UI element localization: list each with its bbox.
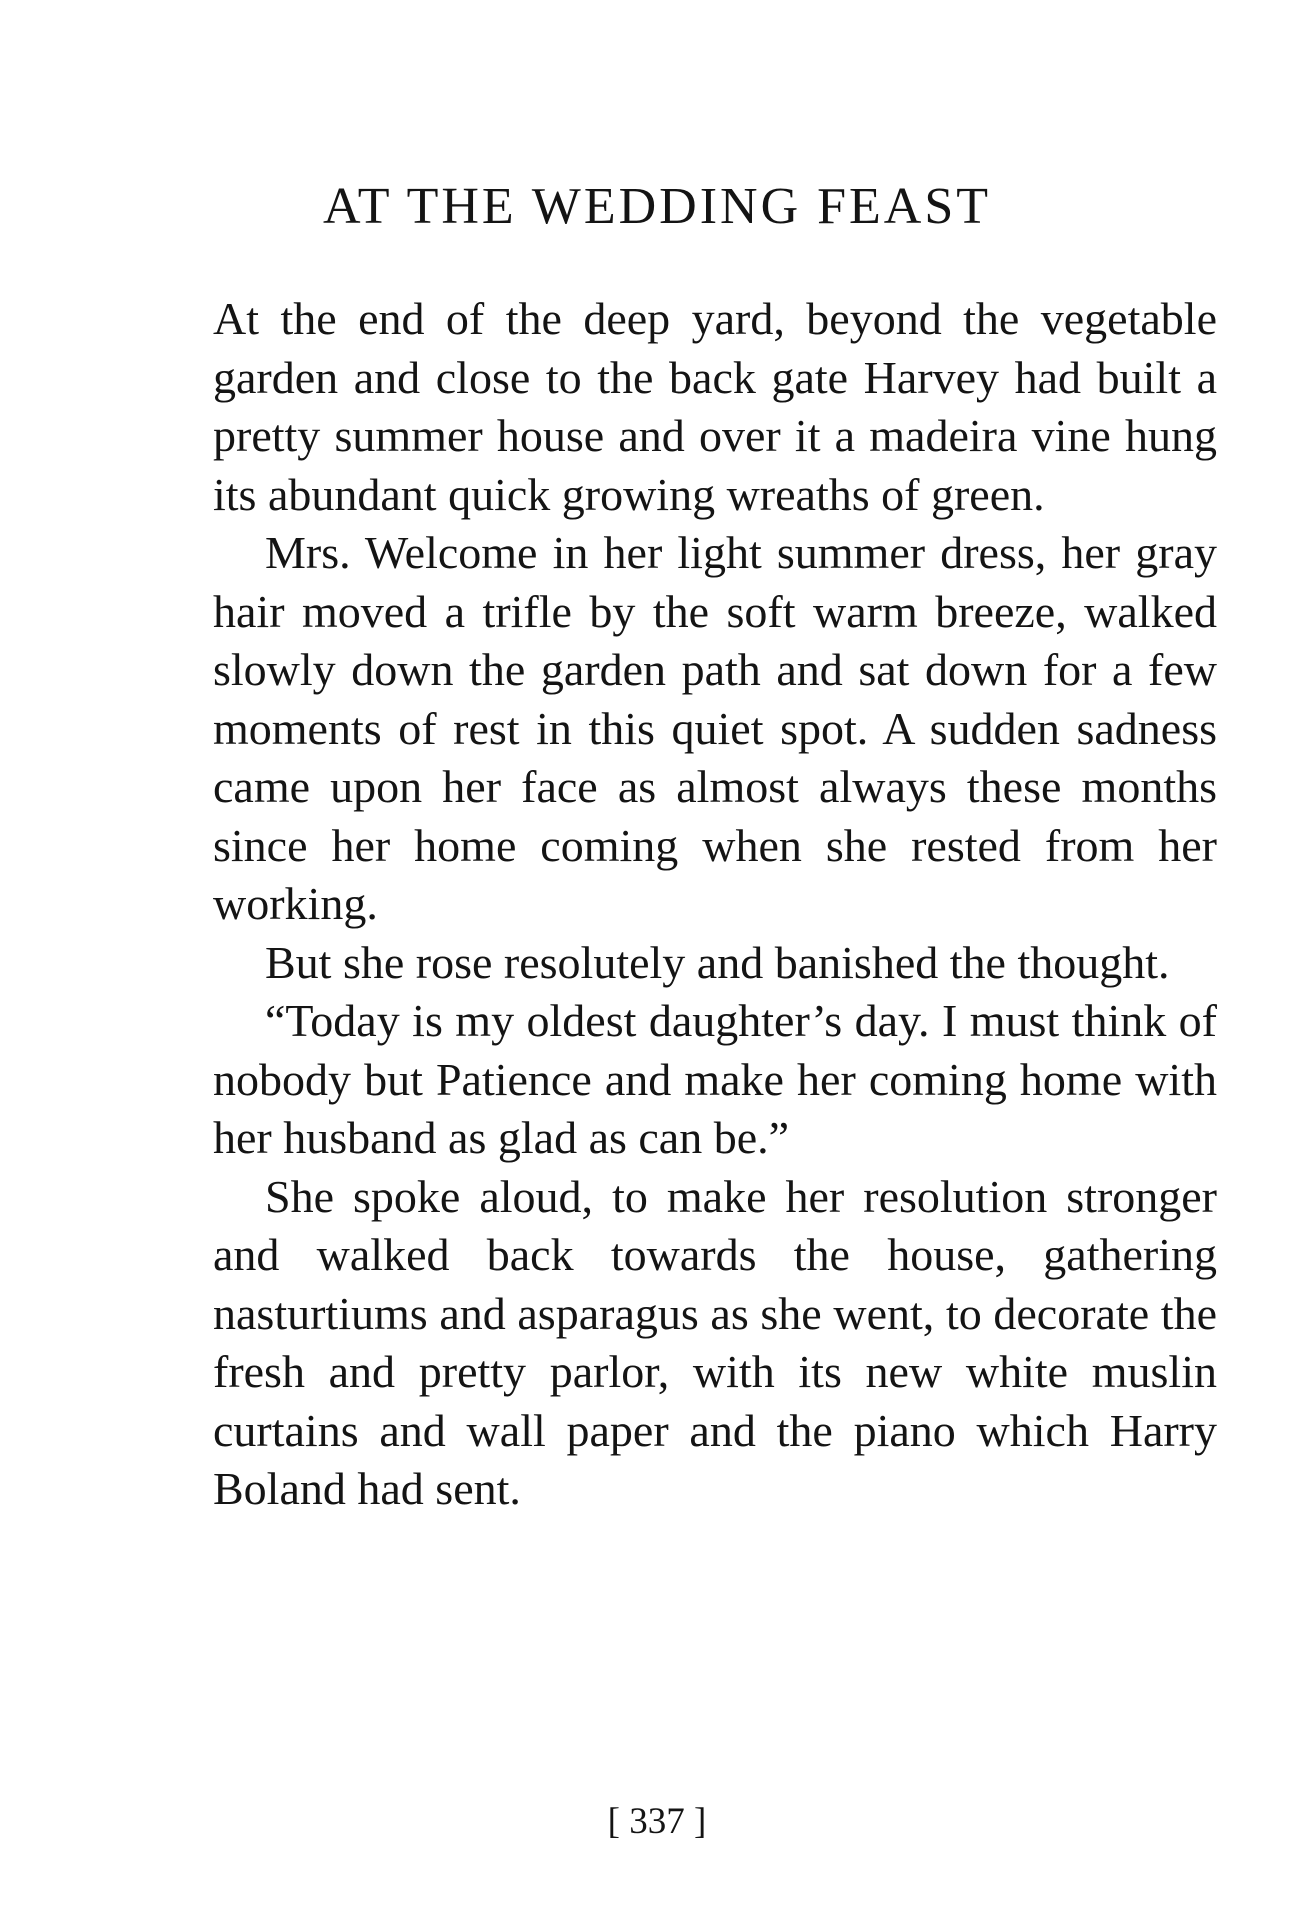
chapter-body — [213, 290, 1217, 1519]
paragraph-3: But she rose resolutely and banished the thought. — [265, 936, 1170, 988]
paragraph-4: “Today is my oldest daughter’s day. I must think of nobody but Patience and make her coming home with her husband as glad as can be.” — [213, 995, 1217, 1163]
paragraph-2: Mrs. Welcome in her light summer dress, her gray hair moved a trifle by the soft warm breeze, walked slowly down the garden path and sat down for a few moments of rest in this quiet spot. A sudden sadness came upon her face as almost always these months since her home coming when she rested from her working. — [213, 527, 1217, 929]
chapter-title: AT THE WEDDING FEAST — [322, 178, 992, 235]
page-number: [ 337 ] — [607, 1801, 707, 1842]
paragraph-1: At the end of the deep yard, beyond the vegetable garden and close to the back gate Harvey had built a pretty summer house and over it a madeira vine hung its abundant quick growing wreaths of green. — [213, 293, 1217, 520]
paragraph-5: She spoke aloud, to make her resolution stronger and walked back towards the house, gathering nasturtiums and asparagus as she went, to decorate the fresh and pretty parlor, with its new white muslin curtains and wall paper and the piano which Harry Boland had sent. — [213, 1170, 1217, 1514]
